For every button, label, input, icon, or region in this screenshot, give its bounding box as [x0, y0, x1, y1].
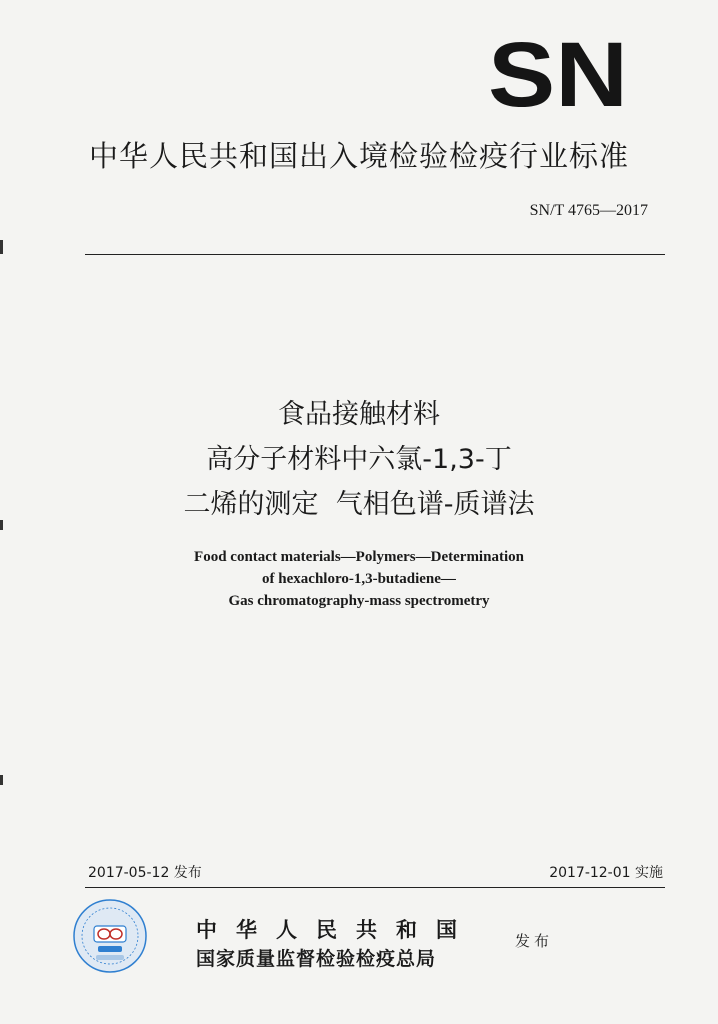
sn-logo [486, 36, 630, 112]
top-divider [85, 254, 665, 255]
chinese-title-line: 高分子材料中六氯-1,3-丁 [206, 444, 512, 475]
english-title-line: Gas chromatography-mass spectrometry [228, 593, 490, 609]
issuer-agency: 国家质量监督检验检疫总局 [196, 948, 437, 970]
standard-code: SN/T 4765—2017 [529, 202, 648, 219]
english-title [0, 546, 718, 612]
chinese-title-line: 二烯的测定 气相色谱-质谱法 [183, 489, 535, 520]
issue-date: 2017-05-12 发布 [88, 865, 202, 881]
bottom-divider [85, 887, 665, 888]
anti-counterfeit-seal-icon [72, 898, 148, 974]
industry-standard-title: 中华人民共和国出入境检验检疫行业标准 [88, 139, 629, 173]
issuing-authority [196, 914, 476, 971]
implementation-date: 2017-12-01 实施 [549, 865, 663, 881]
issuer-country: 中华人民共和国 [196, 917, 476, 942]
english-title-line: Food contact materials—Polymers—Determination [194, 549, 524, 565]
publish-label: 发布 [515, 932, 554, 950]
scan-edge-mark [0, 240, 3, 254]
chinese-title-line: 食品接触材料 [278, 399, 440, 430]
chinese-title [0, 392, 718, 527]
svg-text:SN: SN [488, 36, 628, 112]
scan-edge-mark [0, 775, 3, 785]
english-title-line: of hexachloro-1,3-butadiene— [262, 571, 456, 587]
